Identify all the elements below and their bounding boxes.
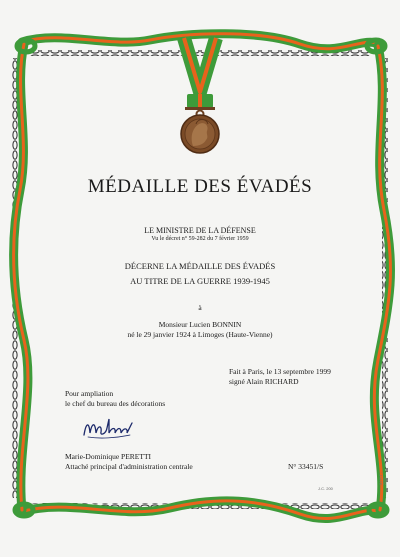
- official-title: Attaché principal d'administration centrale: [65, 462, 193, 471]
- ampliation-line-1: Pour ampliation: [65, 389, 114, 398]
- preposition: à: [198, 303, 202, 312]
- certificate-number: N° 33451/S: [288, 462, 324, 471]
- printer-mark: S.I.R.T - 2000: [379, 472, 387, 485]
- recipient-birth: né le 29 janvier 1924 à Limoges (Haute-Vienne): [127, 330, 273, 339]
- handwritten-initials: J.C. 200: [318, 486, 333, 491]
- recipient-name: Monsieur Lucien BONNIN: [158, 320, 242, 329]
- official-name: Marie-Dominique PERETTI: [65, 452, 152, 461]
- ampliation-line-2: le chef du bureau des décorations: [65, 399, 166, 408]
- certificate-title: MÉDAILLE DES ÉVADÉS: [87, 176, 313, 197]
- award-line-1: DÉCERNE LA MÉDAILLE DES ÉVADÉS: [124, 261, 276, 271]
- handwritten-signature: [80, 413, 140, 443]
- award-line-2: AU TITRE DE LA GUERRE 1939-1945: [130, 276, 270, 286]
- place-date: Fait à Paris, le 13 septembre 1999: [229, 367, 331, 376]
- issuer-line: LE MINISTRE DE LA DÉFENSE: [144, 226, 256, 235]
- signed-by: signé Alain RICHARD: [229, 377, 299, 386]
- decree-reference: Vu le décret n° 59-282 du 7 février 1959: [151, 236, 249, 242]
